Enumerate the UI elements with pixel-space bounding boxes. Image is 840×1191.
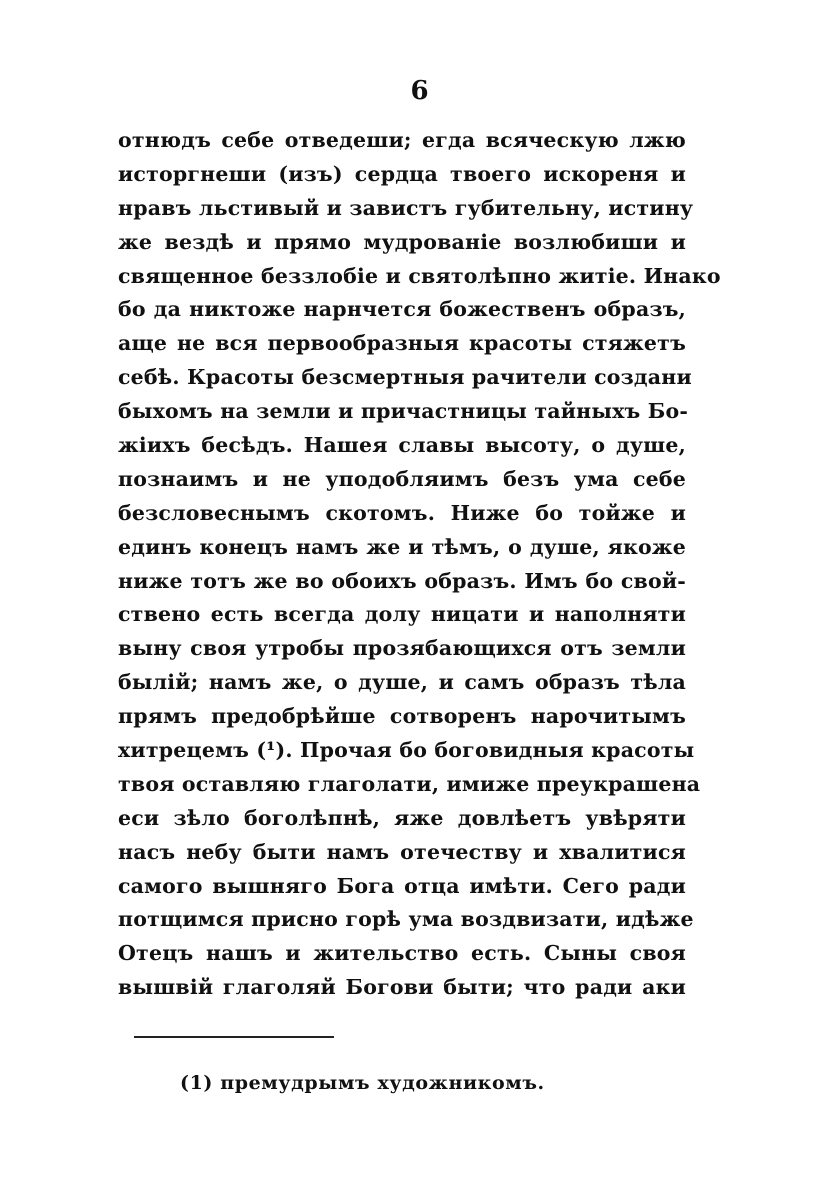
text-line: аще не вся первообразныя красоты стяжетъ	[118, 331, 686, 356]
text-line: исторгнеши (изъ) сердца твоего искореня и	[118, 161, 686, 186]
text-line: священное беззлобіе и святолѣпно житіе. Инако	[118, 263, 721, 288]
text-line: бо да никтоже нарнчется божественъ образъ,	[118, 297, 686, 322]
footnote: (1) премудрымъ художникомъ.	[180, 1072, 545, 1094]
text-line: безсловеснымъ скотомъ. Ниже бо тойже и	[118, 500, 686, 525]
text-line: отнюдъ себе отведеши; егда всяческую лжю	[118, 128, 686, 152]
text-line: вышвій глаголяй Богови быти; что ради аки	[118, 975, 686, 1000]
text-line: ниже тотъ же во обоихъ образъ. Имъ бо свой-	[118, 568, 686, 593]
text-line: былій; намъ же, о душе, и самъ образъ тѣла	[118, 670, 686, 695]
text-line: выну своя утробы прозябающихся отъ земли	[118, 636, 686, 661]
text-line: потщимся присно горѣ ума воздвизати, идѣже	[118, 907, 694, 932]
text-line: нравъ льстивый и завистъ губительну, истину	[118, 195, 694, 220]
text-line: твоя оставляю глаголати, имиже преукрашена	[118, 771, 701, 796]
text-line: еси зѣло боголѣпнѣ, яже довлѣетъ увѣряти	[118, 805, 686, 830]
text-line: жіихъ бесѣдъ. Нашея славы высоту, о душе,	[118, 433, 686, 458]
text-line: же вездѣ и прямо мудрованіе возлюбиши и	[118, 229, 686, 254]
page-number: 6	[410, 76, 430, 106]
text-line: насъ небу быти намъ отечеству и хвалитися	[118, 839, 686, 864]
text-line: Отецъ нашъ и жительство есть. Сыны своя	[118, 941, 686, 966]
footnote-divider	[134, 1036, 334, 1038]
text-line: ственo есть всегда долу ницати и наполняти	[118, 602, 686, 627]
text-line: прямъ предобрѣйше сотворенъ нарочитымъ	[118, 704, 686, 729]
text-line: себѣ. Красоты безсмертныя рачители создани	[118, 365, 692, 390]
text-line: познаимъ и не уподобляимъ безъ ума себе	[118, 466, 686, 491]
text-line: хитрецемъ (¹). Прочая бо боговидныя красоты	[118, 738, 695, 763]
text-line: быхомъ на земли и причастницы тайныхъ Бо-	[118, 399, 689, 424]
text-line: единъ конецъ намъ же и тѣмъ, о душе, якоже	[118, 534, 686, 559]
body-text	[118, 124, 721, 1005]
text-line: самого вышняго Бога отца имѣти. Сего ради	[118, 873, 686, 898]
